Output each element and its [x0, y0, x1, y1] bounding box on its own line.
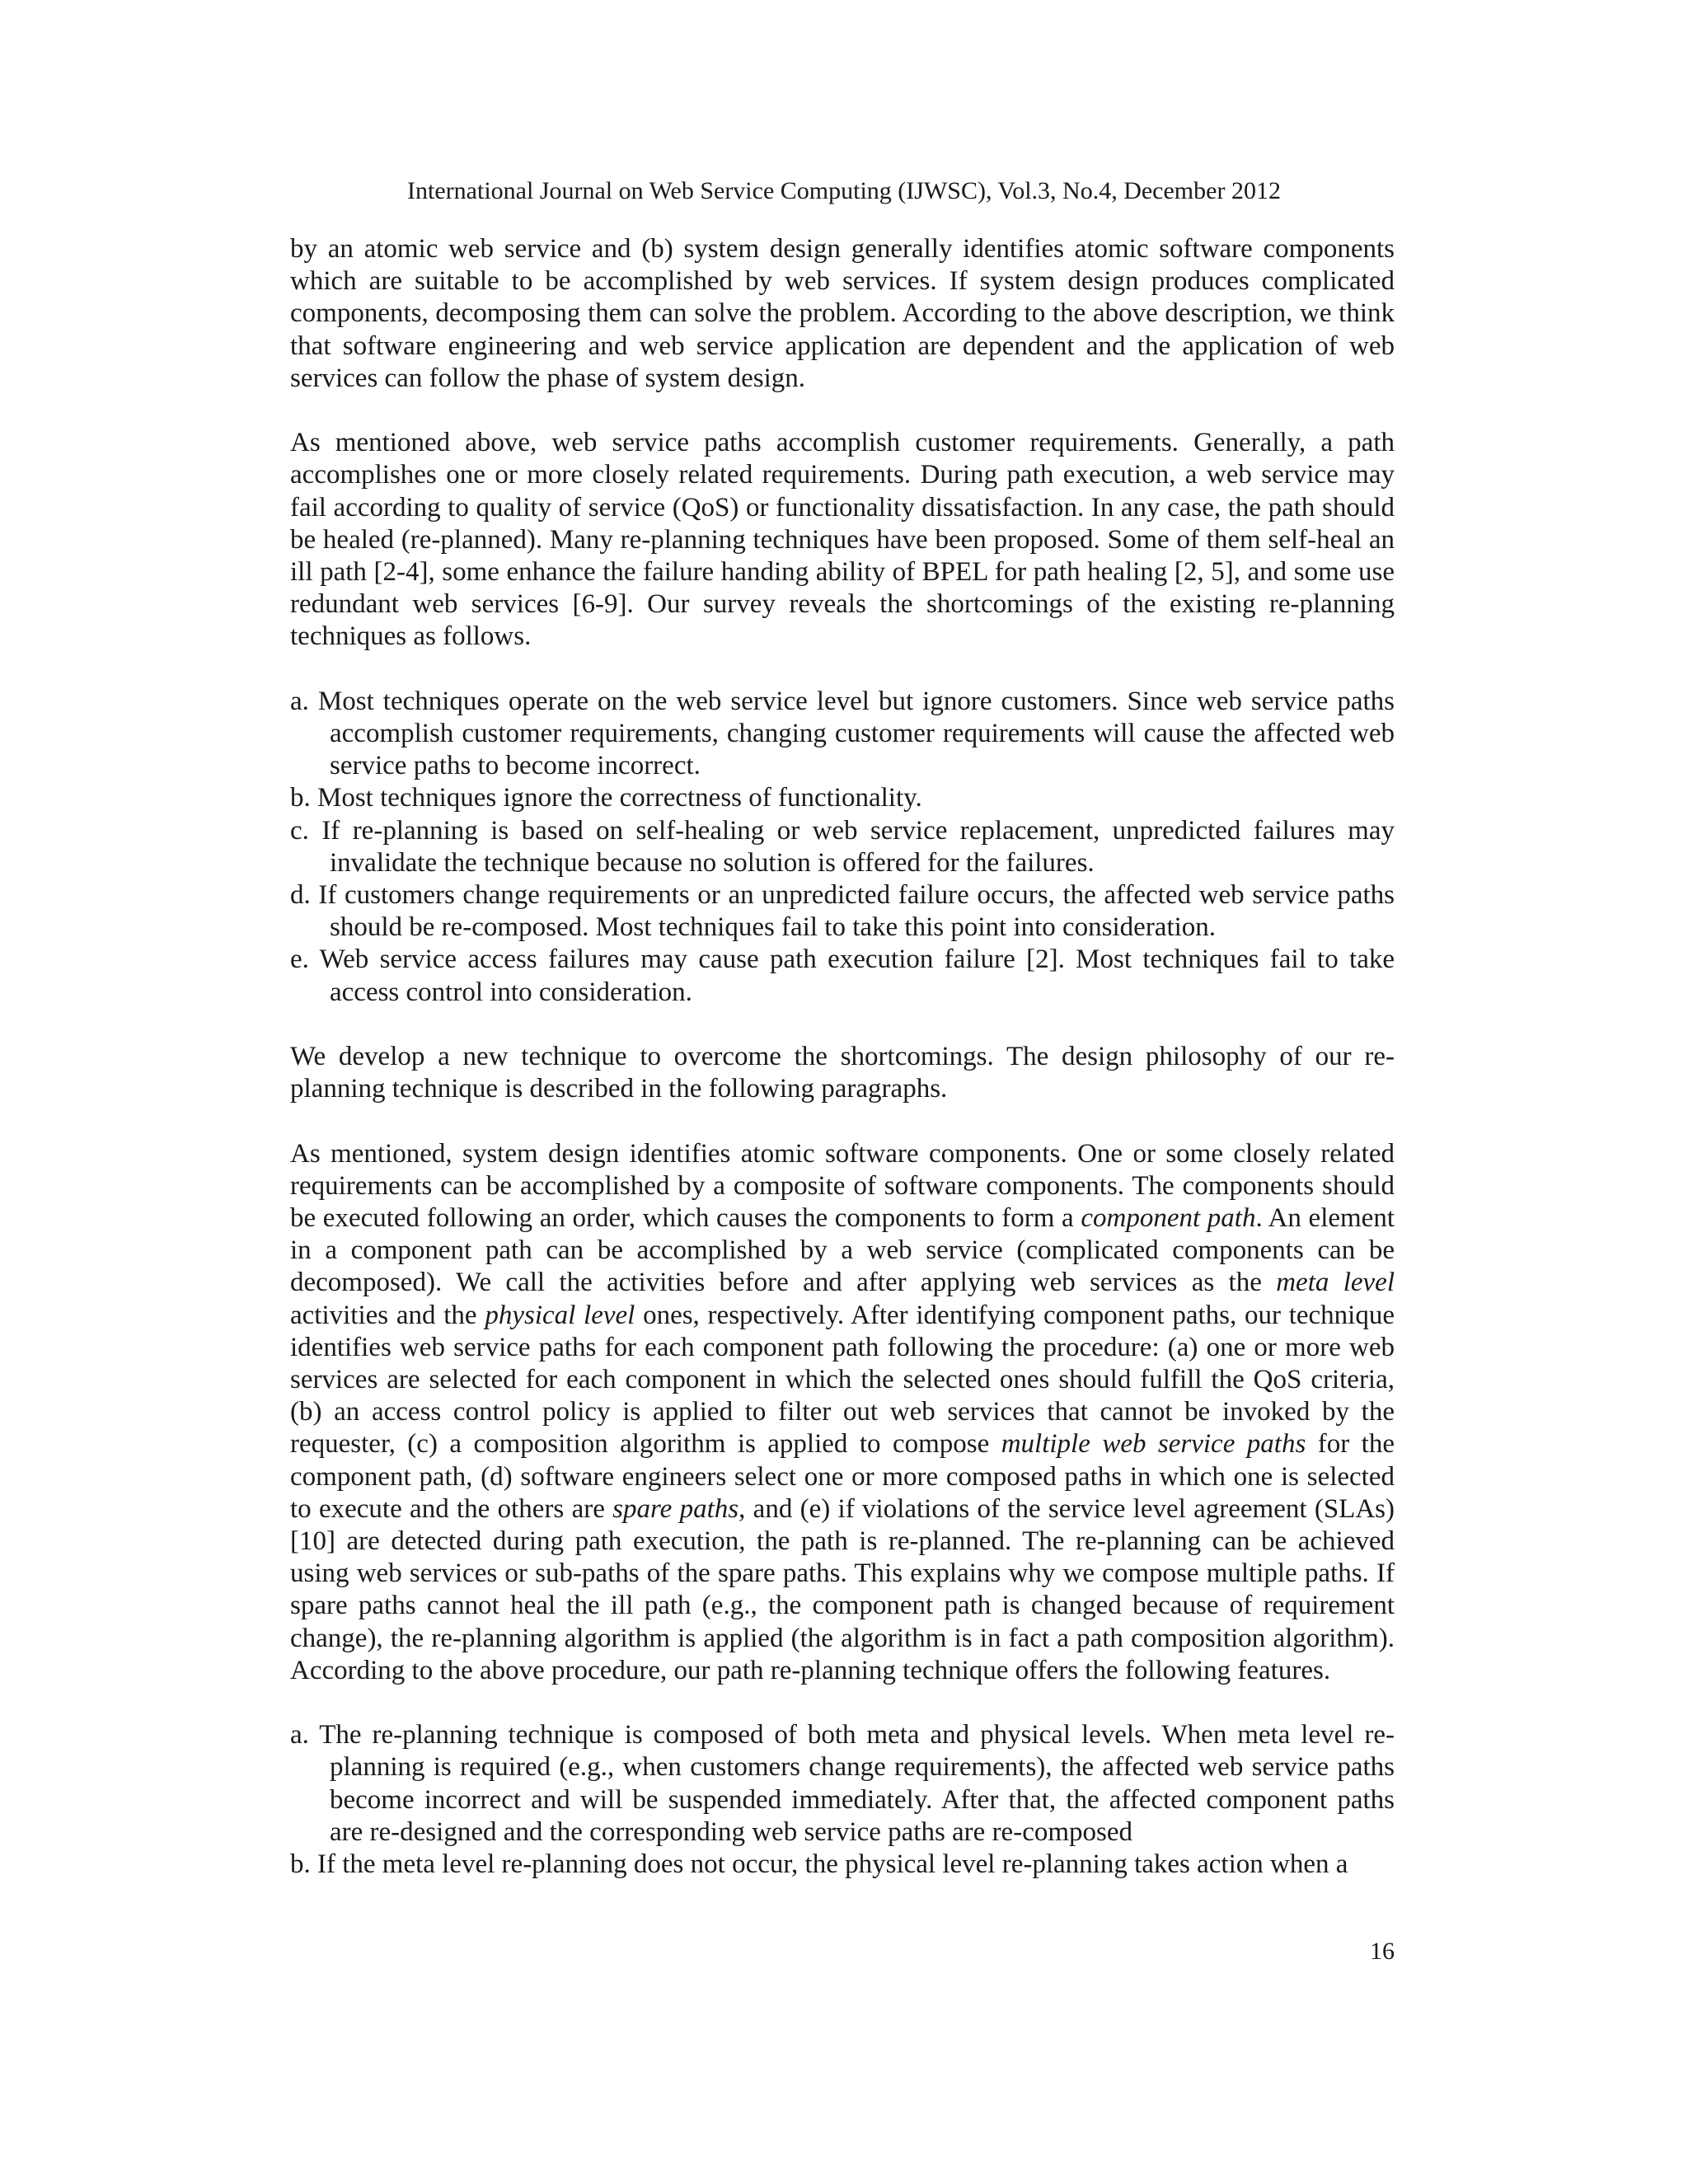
- italic-term: meta level: [1276, 1268, 1395, 1298]
- features-list: [290, 1719, 1395, 1881]
- list-text: Most techniques ignore the correctness of functionality.: [317, 783, 922, 813]
- text-run: , and (e) if violations of the service level agreement (SLAs) [10] are detected during path execution, the path is re-planned. The re-planning can be achieved using web services or sub-paths of the spare paths. This explains why we compose multiple paths. If spare paths cannot heal the ill path (e.g., the component path is changed because of requirement change), the re-planning algorithm is applied (the algorithm is in fact a path composition algorithm). According to the above procedure, our path re-planning technique offers the following features.: [290, 1493, 1395, 1685]
- italic-term: multiple web service paths: [1001, 1429, 1306, 1460]
- text-run: ones, respectively. After identifying component paths, our technique identifies web service paths for each component path following the procedure: (a) one or more web services are selected for each component in which the selected ones should fulfill the QoS criteria, (b) an access control policy is applied to filter out web services that cannot be invoked by the requester, (c) a composition algorithm is applied to compose: [290, 1300, 1395, 1460]
- text-run: for the component path, (d) software engineers select one or more composed paths in which one is selected to execute and the others are: [290, 1429, 1395, 1524]
- list-item: [290, 815, 1395, 879]
- paragraph-intro: by an atomic web service and (b) system design generally identifies atomic software components which are suitable to be accomplished by web services. If system design produces complicated components, decomposing them can solve the problem. According to the above description, we think that software engineering and web service application are dependent and the application of web services can follow the phase of system design.: [290, 234, 1395, 393]
- list-text: If customers change requirements or an unpredicted failure occurs, the affected web service paths should be re-composed. Most techniques fail to take this point into consideration.: [318, 880, 1395, 943]
- list-item: [290, 686, 1395, 783]
- list-text: If the meta level re-planning does not occur, the physical level re-planning takes action when a: [317, 1849, 1348, 1880]
- italic-term: physical level: [485, 1300, 635, 1330]
- list-item: [290, 782, 1395, 814]
- list-label: c.: [290, 815, 309, 846]
- body-text: [290, 233, 1395, 1881]
- italic-term: component path: [1081, 1203, 1256, 1234]
- list-item: [290, 1719, 1395, 1849]
- list-label: a.: [290, 1720, 309, 1750]
- list-text: Most techniques operate on the web service level but ignore customers. Since web service paths accomplish customer requirements, changing customer requirements will cause the affected web service paths to become incorrect.: [317, 686, 1395, 781]
- list-item: [290, 944, 1395, 1008]
- list-label: b.: [290, 783, 311, 813]
- list-label: b.: [290, 1849, 311, 1880]
- list-item: [290, 1849, 1395, 1881]
- shortcomings-list: [290, 686, 1395, 1009]
- italic-term: spare paths: [612, 1493, 739, 1524]
- text-run: activities and the: [290, 1300, 485, 1330]
- list-text: The re-planning technique is composed of both meta and physical levels. When meta level re-planning is required (e.g., when customers change requirements), the affected web service paths become incorrect and will be suspended immediately. After that, the affected component paths are re-designed and the corresponding web service paths are re-composed: [319, 1720, 1395, 1847]
- list-text: Web service access failures may cause path execution failure [2]. Most techniques fail to take access control into consideration.: [319, 944, 1395, 1007]
- paragraph-design-philosophy: [290, 1138, 1395, 1687]
- list-label: a.: [290, 686, 309, 716]
- text-run: As mentioned, system design identifies atomic software components. One or some closely related requirements can be accomplished by a composite of software components. The components should be executed following an order, which causes the components to form a: [290, 1138, 1395, 1234]
- page-number: 16: [1370, 1938, 1395, 1965]
- paragraph-replanning-overview: As mentioned above, web service paths accomplish customer requirements. Generally, a path accomplishes one or more closely related requirements. During path execution, a web service may fail according to quality of service (QoS) or functionality dissatisfaction. In any case, the path should be healed (re-planned). Many re-planning techniques have been proposed. Some of them self-heal an ill path [2-4], some enhance the failure handing ability of BPEL for path healing [2, 5], and some use redundant web services [6-9]. Our survey reveals the shortcomings of the existing re-planning techniques as follows.: [290, 428, 1395, 652]
- list-label: d.: [290, 880, 311, 911]
- list-text: If re-planning is based on self-healing or web service replacement, unpredicted failures may invalidate the technique because no solution is offered for the failures.: [321, 815, 1395, 878]
- list-label: e.: [290, 944, 309, 975]
- running-header: International Journal on Web Service Computing (IJWSC), Vol.3, No.4, December 2012: [407, 177, 1281, 204]
- list-item: [290, 879, 1395, 944]
- text-run: . An element in a component path can be accomplished by a web service (complicated components can be decomposed). We call the activities before and after applying web services as the: [290, 1203, 1395, 1298]
- paragraph-new-technique: We develop a new technique to overcome the shortcomings. The design philosophy of our re-planning technique is described in the following paragraphs.: [290, 1042, 1395, 1104]
